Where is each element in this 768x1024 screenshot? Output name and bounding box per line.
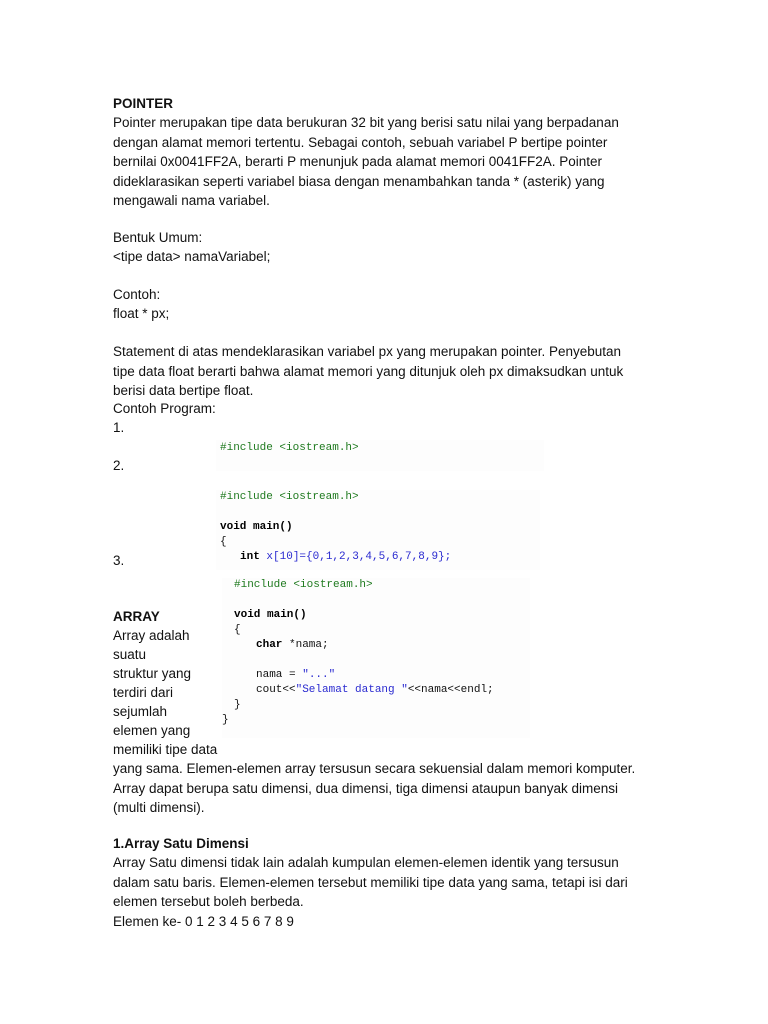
statement-line: tipe data float berarti bahwa alamat memori yang ditunjuk oleh px dimaksudkan untuk [113, 363, 624, 379]
contoh-program-label: Contoh Program: [113, 401, 216, 416]
array-line: struktur yang [113, 666, 192, 681]
array-line: yang sama. Elemen-elemen array tersusun secara sekuensial dalam memori komputer. [113, 761, 636, 776]
code-snippet-2 [216, 490, 540, 570]
statement-line: berisi data bertipe float. [113, 383, 254, 398]
pointer-intro [113, 113, 619, 211]
code-cout-rest: <<nama<<endl; [407, 684, 494, 696]
array-wrapped-text [113, 626, 217, 759]
statement-line: Statement di atas mendeklarasikan variabel px yang merupakan pointer. Penyebutan [113, 344, 622, 359]
pointer-intro-line: Pointer merupakan tipe data berukuran 32 bit yang berisi satu nilai yang berpadanan [113, 115, 619, 130]
array-line: terdiri dari [113, 685, 174, 700]
code-string-literal: "..." [302, 669, 336, 681]
code-include: #include <iostream.h> [234, 579, 373, 591]
contoh-value: float * px; [113, 306, 170, 321]
code-brace: { [234, 624, 241, 636]
code-include: #include <iostream.h> [220, 491, 359, 503]
array-satu-dimensi-heading: 1.Array Satu Dimensi [113, 836, 249, 851]
pointer-heading: POINTER [113, 96, 174, 111]
array-paragraph [113, 759, 635, 818]
code-nama-assign [222, 668, 530, 683]
program-number-3: 3. [113, 553, 125, 568]
code-array-init: x[10]={0,1,2,3,4,5,6,7,8,9}; [259, 551, 452, 563]
array-satu-dimensi-desc [113, 853, 628, 931]
program-number-2: 2. [113, 458, 125, 473]
code-char-rest: *nama; [282, 639, 329, 651]
code-cout-line [222, 683, 530, 698]
code-int-line [216, 550, 540, 565]
pointer-intro-line: mengawali nama variabel. [113, 193, 270, 208]
pointer-intro-line: dengan alamat memori tertentu. Sebagai contoh, sebuah variabel P bertipe pointer [113, 134, 608, 150]
array-line: memiliki tipe data [113, 742, 218, 757]
code-keyword: int [240, 551, 260, 563]
bentuk-umum-label: Bentuk Umum: [113, 230, 203, 245]
array-line: elemen yang [113, 723, 191, 738]
code-void-main: void main() [234, 609, 307, 621]
code-brace: } [222, 714, 229, 726]
code-char-line [222, 638, 530, 653]
code-string-literal: "Selamat datang " [295, 684, 408, 696]
code-brace: } [234, 699, 241, 711]
code-snippet-1 [216, 440, 544, 471]
code-keyword: char [256, 639, 283, 651]
code-nama-var: nama = [256, 669, 303, 681]
array-line: Array adalah [113, 628, 190, 643]
array-satu-line: Array Satu dimensi tidak lain adalah kumpulan elemen-elemen identik yang tersusun [113, 855, 619, 870]
code-cout: cout<< [256, 684, 296, 696]
code-snippet-3 [222, 578, 530, 738]
pointer-intro-line: bernilai 0x0041FF2A, berarti P menunjuk pada alamat memori 0041FF2A. Pointer [113, 154, 603, 169]
array-line: suatu [113, 647, 147, 662]
array-line: (multi dimensi). [113, 800, 205, 815]
program-number-1: 1. [113, 420, 125, 435]
array-line: sejumlah [113, 704, 168, 719]
pointer-intro-line: dideklarasikan seperti variabel biasa dengan menambahkan tanda * (asterik) yang [113, 173, 605, 189]
array-satu-line: dalam satu baris. Elemen-elemen tersebut memiliki tipe data yang sama, tetapi isi dari [113, 874, 628, 890]
elemen-index-line: Elemen ke- 0 1 2 3 4 5 6 7 8 9 [113, 913, 294, 929]
array-heading: ARRAY [113, 609, 160, 624]
code-void-main: void main() [220, 521, 293, 533]
contoh-label: Contoh: [113, 287, 161, 302]
array-line: Array dapat berupa satu dimensi, dua dimensi, tiga dimensi ataupun banyak dimensi [113, 780, 619, 796]
array-satu-line: elemen tersebut boleh berbeda. [113, 894, 304, 909]
code-brace: { [220, 536, 227, 548]
code-include: #include <iostream.h> [220, 442, 359, 454]
statement-paragraph [113, 342, 623, 401]
bentuk-umum-value: <tipe data> namaVariabel; [113, 249, 271, 264]
